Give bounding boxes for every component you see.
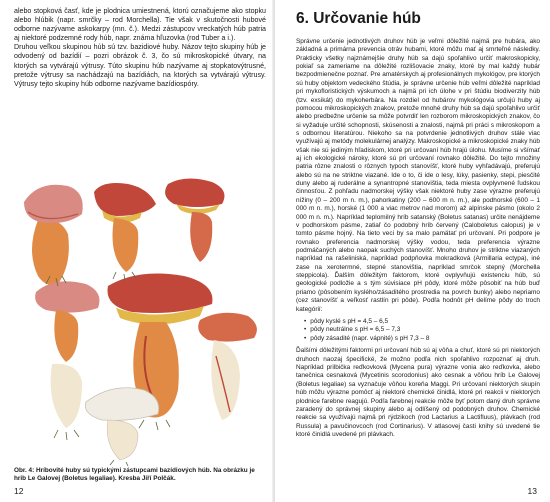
mushroom-top-center	[94, 183, 156, 272]
left-paragraph-2: Druhou veľkou skupinou húb sú tzv. bazidiové huby. Názov tejto skupiny húb je odvodený od bazídií – pozri obrázok č. 3, čo sú mikroskopické útvary, na ktorých sa vytvárajú výtrusy. Túto skupinu húb nazývame aj stopkatovýtrusné, pretože výtrusy sa nachádzajú na bazídiách, na ktorých sa vytvárajú výtrusy. Výtrusy tejto skupiny húb odborne nazývame bazídiospóry.	[14, 43, 266, 88]
mushroom-bottom	[85, 388, 158, 460]
right-paragraph-1: Správne určenie jednotlivých druhov húb je veľmi dôležité najmä pre hubára, ako základná a primárna prevencia otráv hubami, ktoré môžu mať aj smrteľné následky. Prakticky všetky najznámejšie druhy húb sa dajú spoľahlivo určiť makroskopicky, pokiaľ sa zameriame na dôležité rozlišovacie znaky, ktoré by mal každý hubár bezpodmienečne poznať. Pre amatérskych aj profesionálnych mykológov, pre ktorých sú huby objektom vedeckého štúdia, je správne určenie húb veľmi dôležité napríklad pri mykofloristických výskumoch a najmä pri ich úlohe v pri štúdiu biodiverzity húb (tzv. exsikát) do mykoherbára. Na rozdiel od hubárov mykológovia určujú huby aj pomocou mikroskopických znakov, pretože mnohé druhy húb sa dajú spoľahlivo určiť alebo predbežne určenie sa môže potvrdiť len rozborom mikroskopických znakov, čo si vyžaduje určité schopnosti, skúsenosti a znalosti, najmä pri práci s mikroskopom a s odbornou literatúrou. Niekoho sa na potvrdenie jednotlivých druhov stále viac využívajú aj metódy molekulárnej analýzy. Makroskopické a mikroskopické znaky húb však nie sú jediným hľadiskom, ktoré pri určovaní húb hrajú úlohu. Musíme si všímať aj ich ekologické nároky, ktoré sú pri určovaní rovnako dôležité. Do tejto množiny patria rôzne znalosti o rôznych typoch stanovíšť, ktoré huby vyhľadávajú, preferujú alebo sú na ne striktne viazané. Ide o to, či ide o lesy, lúky, pasienky, stepi, piesčité duny alebo aj ruderálne a synantropné stanovištia, teda miesta ovplyvnené ľudskou činnosťou. Z pohľadu nadmorskej výšky však niektoré huby zase výrazne preferujú nížiny (0 – 200 m n. m.), pahorkatiny (200 – 600 m n. m.), ale podhorské (600 – 1 000 m n. m.), horské (1 000 a viac metrov nad morom) až alpínske pásmo (okolo 2 000 m n. m.). Napríklad teplomilný hríb satanský (Boletus satanas) určite nenájdeme v podhorskom pásme, zatiaľ čo podobný hríb červený (Caloboletus calopus) je v tomto pásme hojný. Na tieto veci by sa malo pamätať pri určovaní. Pri podpore je rovnako preferencia nadmorskej výšky vodou, teda preferencia výrazne podmáčaných alebo naopak suchých stanovíšť. Mnoho druhov je striktne viazaných napríklad na rašeliniská, napríklad podpňovka mokradková (Armillaria ectypa), iné zase na xerotermné, stepné stanovištia, napríklad smrčok stepný (Morchella steppicola). Ďalším dôležitým faktorom, ktoré ovplyvňujú existenciu húb, sú geologické podložie a s tým súvisiace pH pôdy, ktoré môže pôsobiť na húb buď priamo (pôsobením kyslého/zásaditého prostredia na povrch bunky) alebo nepriamo (cez stanovíšť a veľkosť rastlín pri pôde). Podľa hodnôt pH delíme pôdy do troch kategórií:	[296, 38, 540, 313]
left-page-text	[14, 7, 266, 89]
right-page-text	[296, 38, 540, 439]
right-paragraph-2: Ďalšími dôležitými faktormi pri určovaní húb sú aj vôňa a chuť, ktoré sú pri niektorých druhoch naozaj špecifické, že možno podľa nich spoľahlivo rozpoznať aj druh. Napríklad prilbička reďkovková (Mycena pura) výrazne vonia ako reďkovka, alebo tanečnica cesnaková (Mycetinis scorodonius) ako cesnak a vôňou hríb Le Galovej (Boletus legaliae) sa vyznačuje vôňou koreňa Maggi. Pri určovaní niektorých skupín húb môžu výrazne pomôcť aj niektoré chemické činidlá, ktoré pri reakcii v niektorých plodnice farebne reagujú. Podľa farebnej reakcie môže byť potom daný druh správne zaradený do správnej skupiny alebo aj odlíšený od podobných druhov. Chemické reakcie sa využívajú najmä pri rýdzikoch (rod Lactarius a Lactifluus), plávkach (rod Russula) a pavučinovcoch (rod Cortinarius). V atlasovej časti knihy sú uvedené tie ktoré činidlá uvedené pri plávkach.	[296, 347, 540, 438]
mushroom-right	[198, 313, 257, 420]
chapter-title: 6. Určovanie húb	[296, 10, 421, 27]
mushroom-top-right	[165, 178, 224, 262]
list-item: • pôdy neutrálne s pH = 6,5 – 7,3	[304, 326, 540, 335]
left-paragraph-1: alebo stopková časť, kde je plodnica umiestnená, ktorú označujeme ako stopku alebo hlúbik (napr. smrčky – rod Morchella). Tie však v skutočnosti hubové odborne nazývame askokarpy (mn. č.). Medzi zástupcov vreckatých húb patria aj niektoré podzemné rody húb, napr. známa hľuzovka (rod Tuber a i.).	[14, 7, 266, 43]
soil-ph-list	[304, 318, 540, 344]
list-item: • pôdy kyslé s pH = 4,5 – 6,5	[304, 318, 540, 327]
figure-caption: Obr. 4: Hríbovité huby sú typickými zástupcami bazídiových húb. Na obrázku je hrib Le Galovej (Boletus legaliae). Kresba Jiří Polčák.	[14, 467, 255, 482]
mushroom-illustration	[16, 176, 262, 466]
mushroom-top-left	[24, 185, 83, 285]
list-item: • pôdy zásadité (napr. vápnité) s pH 7,3 – 8	[304, 335, 540, 344]
page-number-right: 13	[527, 486, 537, 496]
page-number-left: 12	[14, 486, 24, 496]
